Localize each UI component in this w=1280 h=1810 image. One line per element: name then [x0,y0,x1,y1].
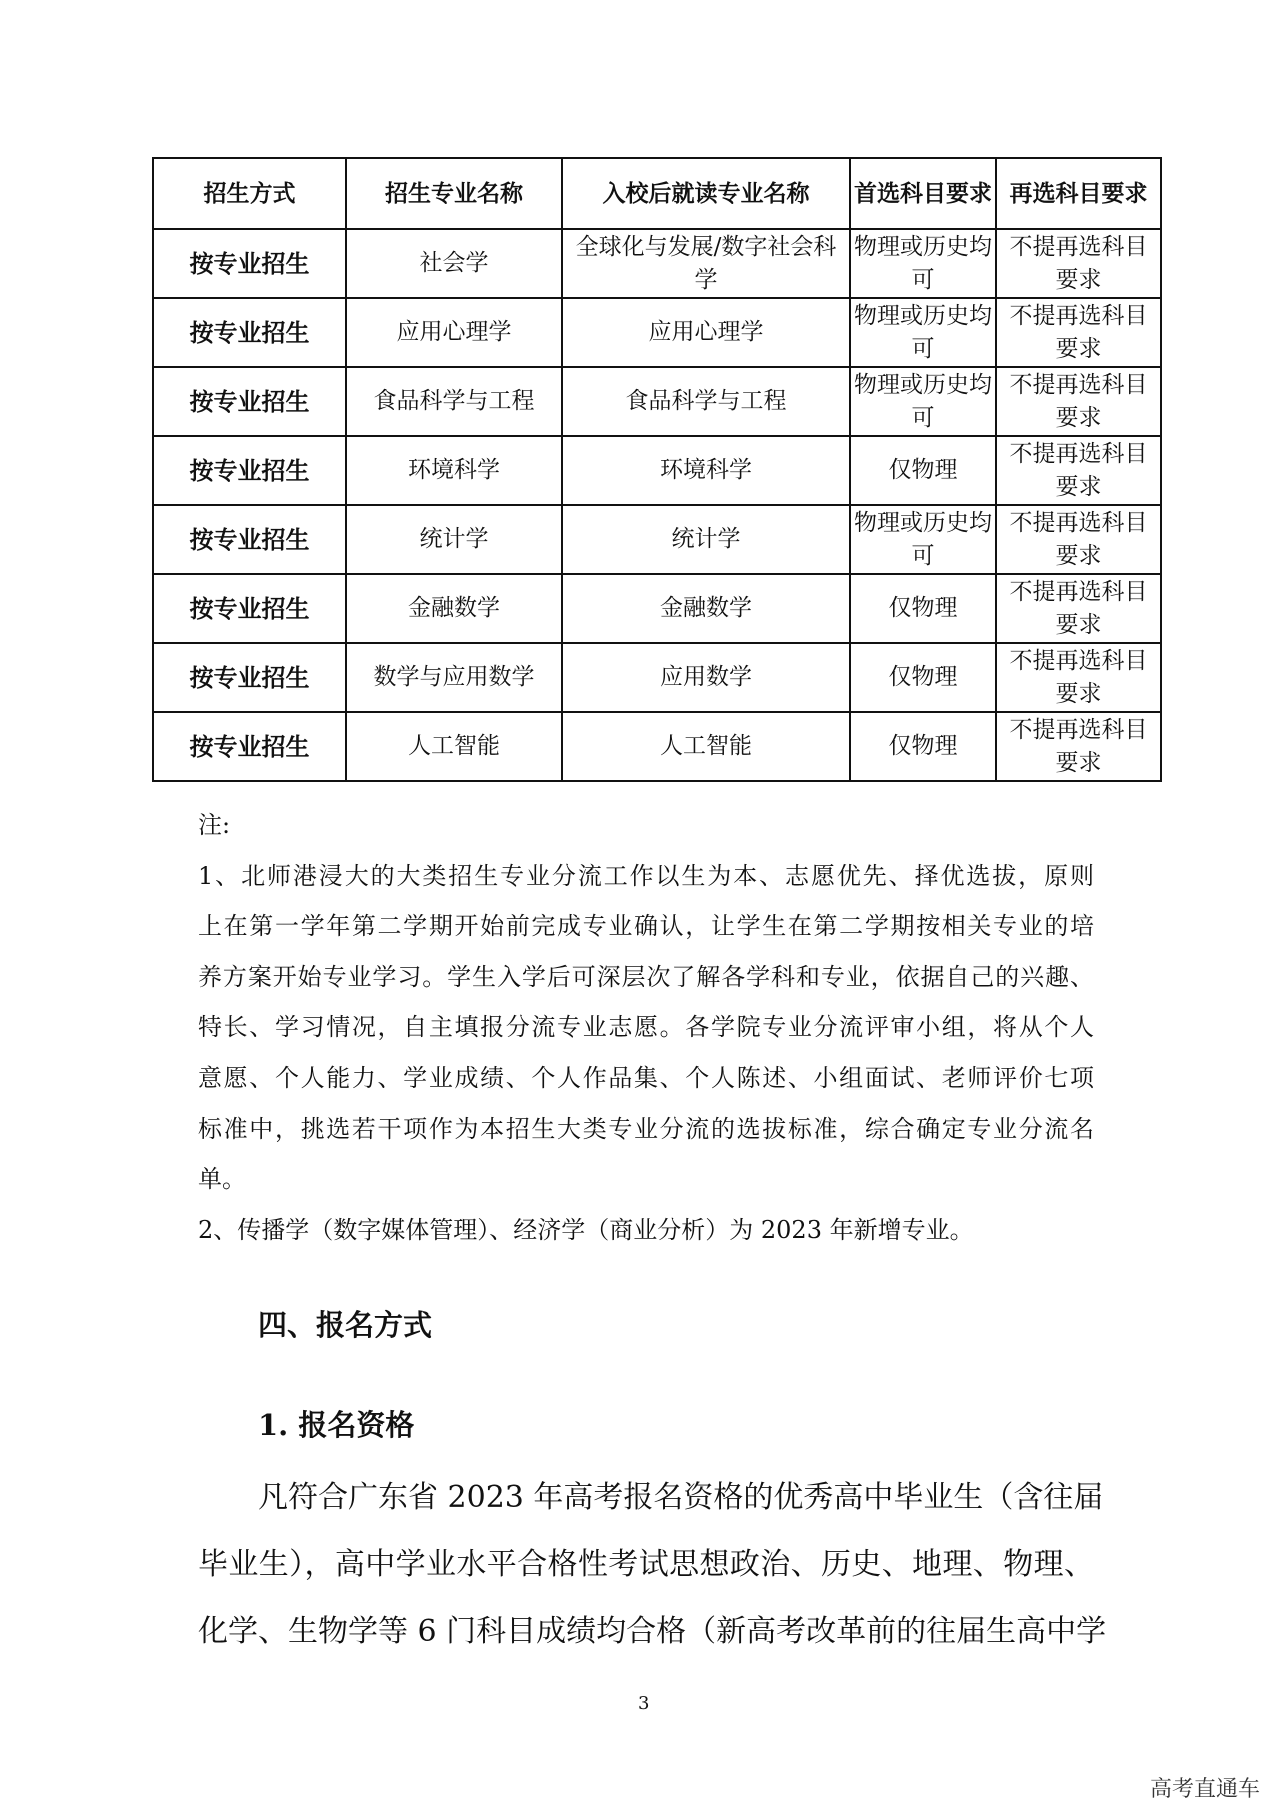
cell-method: 按专业招生 [153,367,346,436]
note-line: 养方案开始专业学习。学生入学后可深层次了解各学科和专业，依据自己的兴趣、 [198,962,1094,991]
subsection-heading: 1. 报名资格 [258,1408,415,1442]
cell-first-subject: 物理或历史均可 [850,229,996,298]
table-row [153,712,1161,781]
admission-table [152,157,1162,782]
cell-method: 按专业招生 [153,574,346,643]
cell-second-subject: 不提再选科目要求 [996,229,1161,298]
note-line: 意愿、个人能力、学业成绩、个人作品集、个人陈述、小组面试、老师评价七项 [198,1063,1094,1092]
cell-study-major: 食品科学与工程 [562,367,850,436]
paragraph-line: 毕业生），高中学业水平合格性考试思想政治、历史、地理、物理、 [198,1547,1094,1582]
paragraph-line: 凡符合广东省 2023 年高考报名资格的优秀高中毕业生（含往届 [258,1480,1104,1515]
cell-method: 按专业招生 [153,505,346,574]
cell-second-subject: 不提再选科目要求 [996,367,1161,436]
cell-study-major: 金融数学 [562,574,850,643]
header-study-major: 入校后就读专业名称 [562,158,850,229]
table-row [153,643,1161,712]
table-row [153,298,1161,367]
note-line: 上在第一学年第二学期开始前完成专业确认，让学生在第二学期按相关专业的培 [198,912,1094,941]
cell-method: 按专业招生 [153,712,346,781]
cell-first-subject: 仅物理 [850,574,996,643]
cell-major: 数学与应用数学 [346,643,562,712]
table-row [153,574,1161,643]
cell-first-subject: 仅物理 [850,712,996,781]
table-header-row [153,158,1161,229]
cell-study-major: 统计学 [562,505,850,574]
cell-method: 按专业招生 [153,229,346,298]
table-row [153,505,1161,574]
note-item-1 [198,851,1094,1205]
section-heading: 四、报名方式 [258,1308,433,1342]
table-row [153,436,1161,505]
cell-method: 按专业招生 [153,643,346,712]
cell-study-major: 全球化与发展/数字社会科学 [562,229,850,298]
cell-second-subject: 不提再选科目要求 [996,574,1161,643]
notes-label: 注: [198,811,231,839]
note-line: 单。 [198,1165,246,1194]
cell-major: 应用心理学 [346,298,562,367]
cell-first-subject: 物理或历史均可 [850,367,996,436]
notes [198,800,1094,1255]
watermark: 高考直通车 [1150,1777,1261,1802]
eligibility-paragraph [198,1464,1107,1665]
cell-second-subject: 不提再选科目要求 [996,712,1161,781]
note-item-2: 2、传播学（数字媒体管理）、经济学（商业分析）为 2023 年新增专业。 [198,1215,974,1244]
cell-first-subject: 物理或历史均可 [850,298,996,367]
cell-second-subject: 不提再选科目要求 [996,436,1161,505]
cell-study-major: 环境科学 [562,436,850,505]
note-line: 特长、学习情况，自主填报分流专业志愿。各学院专业分流评审小组，将从个人 [198,1013,1094,1042]
cell-second-subject: 不提再选科目要求 [996,298,1161,367]
header-major: 招生专业名称 [346,158,562,229]
note-line: 1、北师港浸大的大类招生专业分流工作以生为本、志愿优先、择优选拔，原则 [198,861,1094,890]
cell-major: 统计学 [346,505,562,574]
cell-second-subject: 不提再选科目要求 [996,505,1161,574]
cell-study-major: 人工智能 [562,712,850,781]
cell-method: 按专业招生 [153,436,346,505]
table-row [153,367,1161,436]
cell-first-subject: 仅物理 [850,643,996,712]
table-row [153,229,1161,298]
header-second-subject: 再选科目要求 [996,158,1161,229]
header-method: 招生方式 [153,158,346,229]
cell-first-subject: 物理或历史均可 [850,505,996,574]
cell-major: 环境科学 [346,436,562,505]
cell-study-major: 应用数学 [562,643,850,712]
cell-first-subject: 仅物理 [850,436,996,505]
cell-major: 人工智能 [346,712,562,781]
header-first-subject: 首选科目要求 [850,158,996,229]
cell-method: 按专业招生 [153,298,346,367]
note-line: 标准中，挑选若干项作为本招生大类专业分流的选拔标准，综合确定专业分流名 [198,1114,1094,1143]
cell-study-major: 应用心理学 [562,298,850,367]
cell-major: 金融数学 [346,574,562,643]
paragraph-line: 化学、生物学等 6 门科目成绩均合格（新高考改革前的往届生高中学 [198,1614,1107,1649]
cell-second-subject: 不提再选科目要求 [996,643,1161,712]
cell-major: 食品科学与工程 [346,367,562,436]
cell-major: 社会学 [346,229,562,298]
page-number: 3 [638,1693,650,1714]
